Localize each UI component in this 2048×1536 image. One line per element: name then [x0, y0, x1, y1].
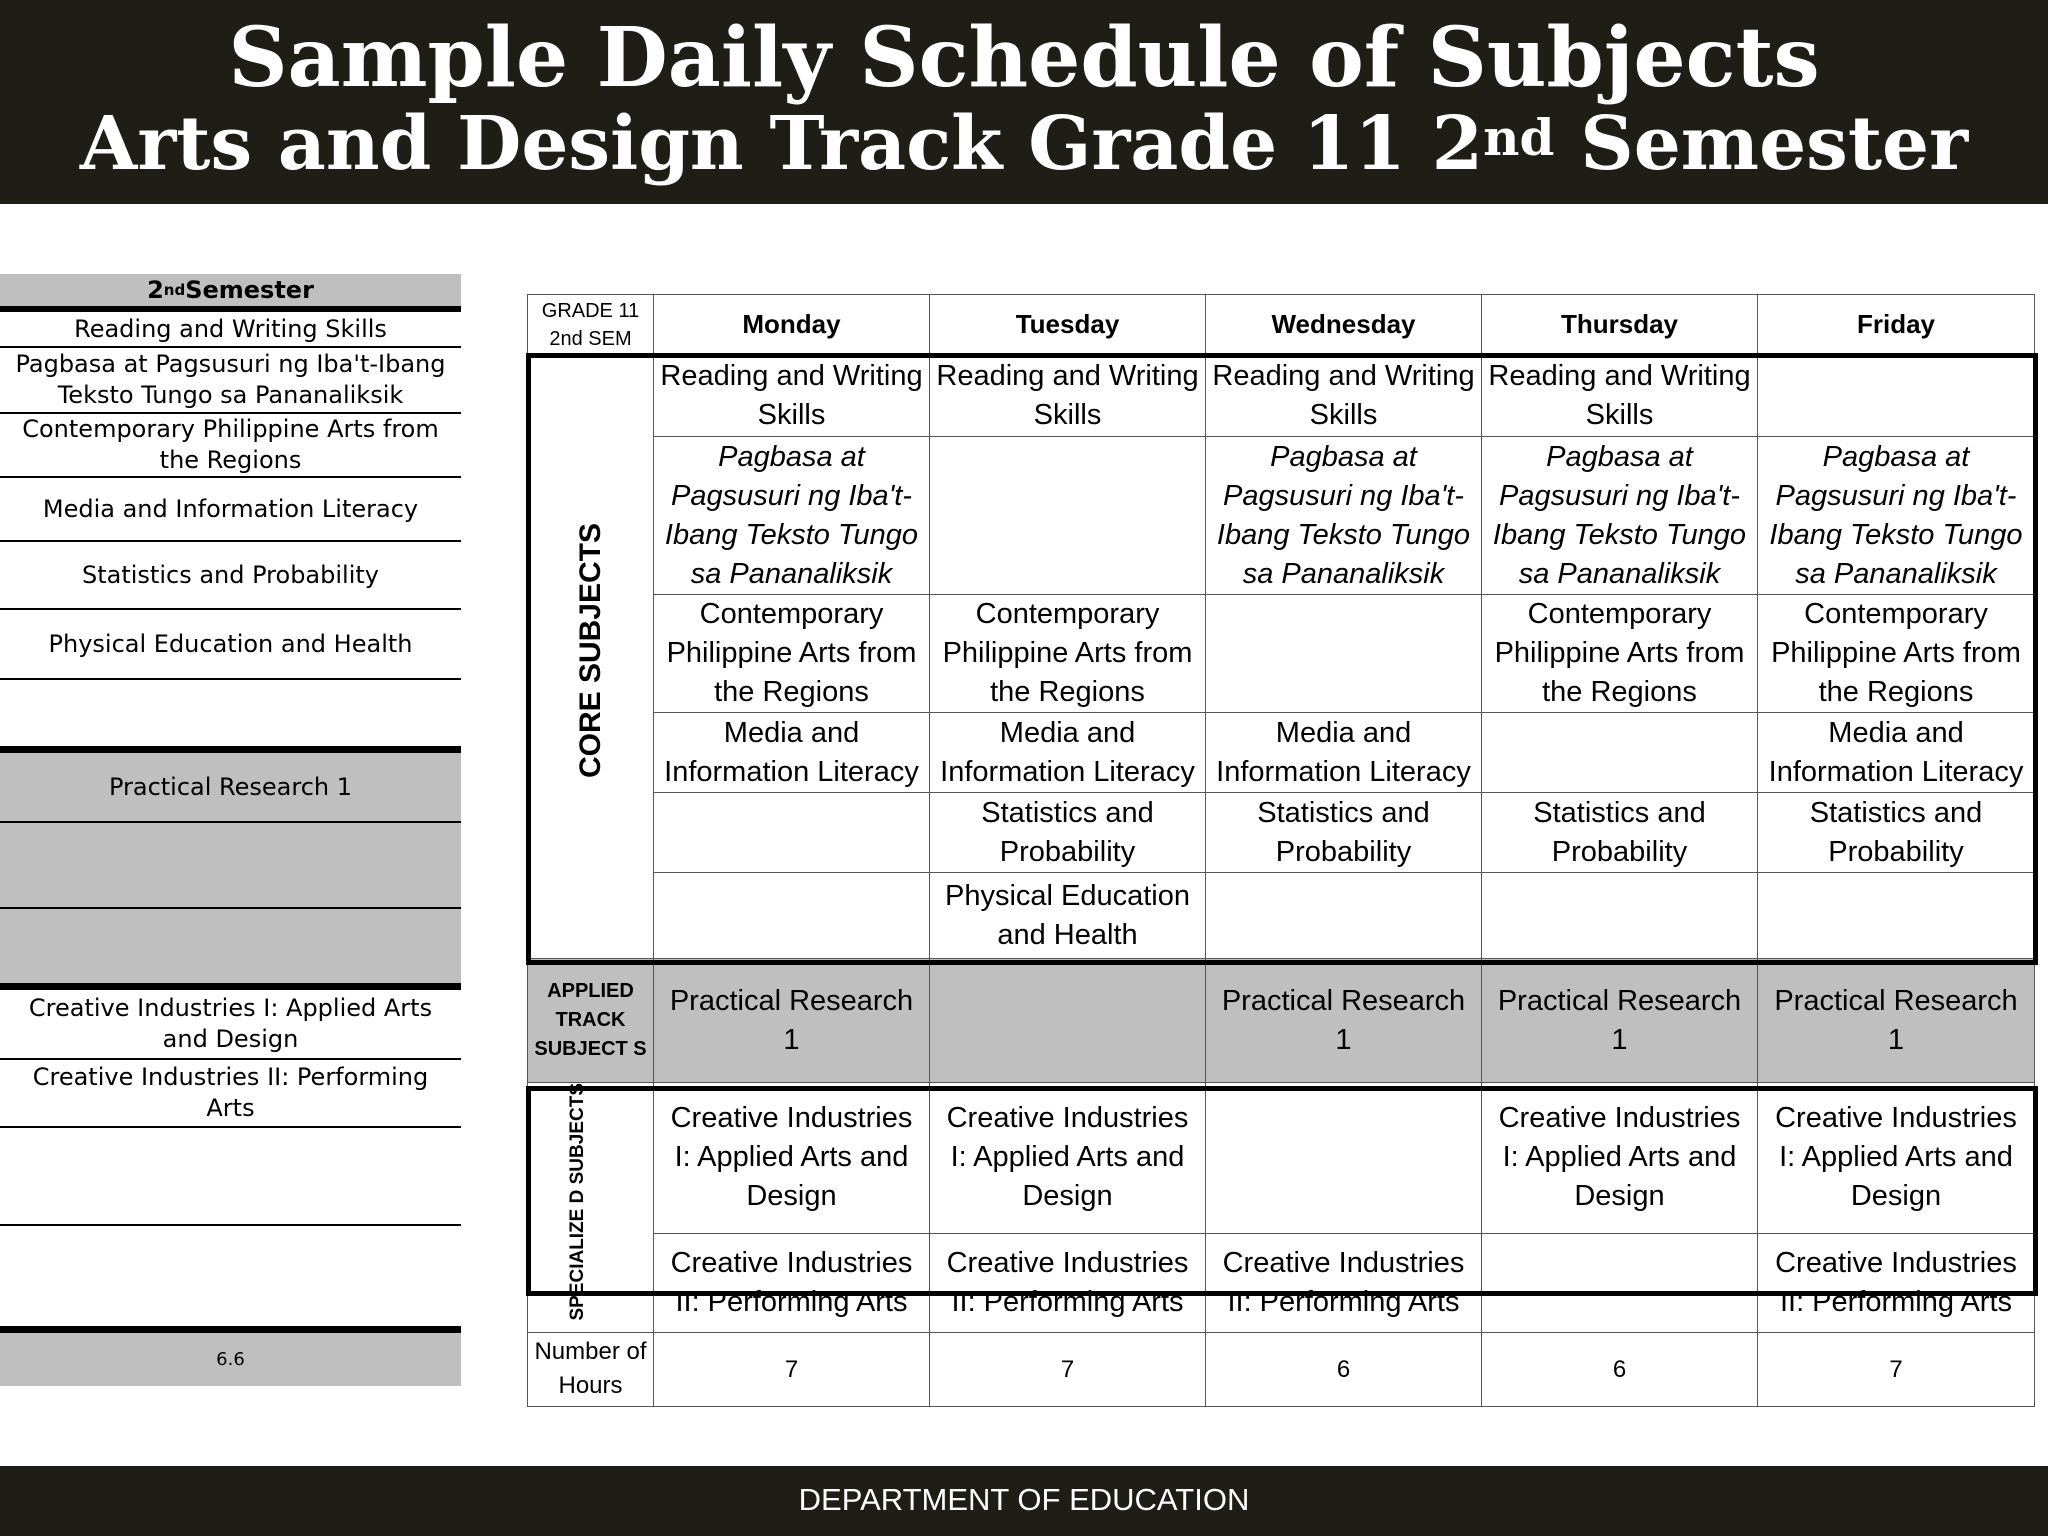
schedule-cell: [1482, 873, 1758, 959]
schedule-cell: Pagbasa at Pagsusuri ng Iba't-Ibang Teksto Tungo sa Pananaliksik: [1206, 437, 1482, 595]
schedule-cell: Media and Information Literacy: [1206, 713, 1482, 793]
subtitle-part-1: Arts and Design Track Grade 11 2: [79, 101, 1484, 187]
schedule-cell: Contemporary Philippine Arts from the Regions: [1758, 595, 2035, 713]
list-blank-row: [0, 823, 461, 907]
schedule-cell: Creative Industries I: Applied Arts and Design: [654, 1083, 930, 1234]
hours-row: [528, 1332, 2035, 1406]
schedule-cell: [1482, 1233, 1758, 1332]
table-row: [528, 713, 2035, 793]
schedule-cell: Creative Industries I: Applied Arts and Design: [1758, 1083, 2035, 1234]
list-item: Physical Education and Health: [48, 629, 413, 658]
schedule-table: [527, 294, 2035, 1407]
table-row: [528, 873, 2035, 959]
applied-track-label: APPLIED TRACK SUBJECT S: [528, 959, 654, 1083]
schedule-cell: Practical Research 1: [1758, 959, 2035, 1083]
schedule-cell: [1206, 1083, 1482, 1234]
footer-banner: [0, 1466, 2048, 1536]
list-blank-row: [0, 909, 461, 983]
table-row: [528, 595, 2035, 713]
schedule-cell: Reading and Writing Skills: [930, 355, 1206, 437]
schedule-cell: [1482, 713, 1758, 793]
core-subjects-text: CORE SUBJECTS: [574, 523, 607, 779]
schedule-cell: [654, 873, 930, 959]
table-row: [528, 1083, 2035, 1234]
list-item: Creative Industries II: Performing Arts: [32, 1063, 429, 1122]
list-item: Reading and Writing Skills: [74, 314, 387, 343]
specialized-subjects-label: [528, 1083, 654, 1333]
schedule-cell: Contemporary Philippine Arts from the Regions: [1482, 595, 1758, 713]
subtitle-part-2: Semester: [1554, 101, 1969, 187]
schedule-cell: Pagbasa at Pagsusuri ng Iba't-Ibang Teksto Tungo sa Pananaliksik: [654, 437, 930, 595]
schedule-cell: Pagbasa at Pagsusuri ng Iba't-Ibang Teksto Tungo sa Pananaliksik: [1482, 437, 1758, 595]
page-title: Sample Daily Schedule of Subjects: [228, 10, 1820, 106]
subtitle-superscript: nd: [1483, 108, 1555, 167]
page-subtitle: [0, 96, 2048, 192]
footer-text: DEPARTMENT OF EDUCATION: [798, 1482, 1250, 1517]
day-header-monday: Monday: [654, 295, 930, 355]
schedule-cell: Creative Industries II: Performing Arts: [930, 1233, 1206, 1332]
schedule-cell: Creative Industries II: Performing Arts: [1206, 1233, 1482, 1332]
list-item: Creative Industries I: Applied Arts and Design: [28, 994, 433, 1053]
schedule-cell: [930, 437, 1206, 595]
grade-sem-cell: [528, 295, 654, 355]
schedule-cell: Media and Information Literacy: [930, 713, 1206, 793]
list-divider: [0, 1326, 461, 1333]
list-item: Pagbasa at Pagsusuri ng Iba't-Ibang Teksto Tungo sa Pananaliksik: [15, 350, 446, 409]
day-header-thursday: Thursday: [1482, 295, 1758, 355]
list-divider: [0, 1126, 461, 1128]
hours-cell: 6: [1482, 1332, 1758, 1406]
list-divider: [0, 746, 461, 753]
hours-cell: 7: [1758, 1332, 2035, 1406]
schedule-cell: [930, 959, 1206, 1083]
table-header-row: [528, 295, 2035, 355]
list-divider: [0, 678, 461, 680]
schedule-cell: Practical Research 1: [654, 959, 930, 1083]
sem-label: 2nd SEM: [549, 327, 632, 350]
schedule-cell: [654, 793, 930, 873]
schedule-cell: Practical Research 1: [1206, 959, 1482, 1083]
schedule-cell: [1206, 873, 1482, 959]
core-subjects-label: [528, 355, 654, 959]
schedule-cell: [1758, 355, 2035, 437]
list-header-sup: nd: [163, 280, 186, 299]
schedule-cell: Pagbasa at Pagsusuri ng Iba't-Ibang Teksto Tungo sa Pananaliksik: [1758, 437, 2035, 595]
list-header-number: 2: [147, 275, 164, 304]
list-item: Practical Research 1: [0, 753, 461, 821]
table-row: [528, 437, 2035, 595]
list-item: Media and Information Literacy: [42, 494, 419, 523]
title-banner: [0, 0, 2048, 204]
schedule-cell: Statistics and Probability: [1206, 793, 1482, 873]
schedule-cell: Practical Research 1: [1482, 959, 1758, 1083]
list-item: Statistics and Probability: [82, 560, 379, 589]
number-of-hours-label: Number of Hours: [528, 1332, 654, 1406]
list-divider: [0, 1224, 461, 1226]
list-divider: [0, 983, 461, 990]
schedule-cell: Reading and Writing Skills: [1206, 355, 1482, 437]
schedule-cell: Statistics and Probability: [1758, 793, 2035, 873]
day-header-tuesday: Tuesday: [930, 295, 1206, 355]
day-header-wednesday: Wednesday: [1206, 295, 1482, 355]
semester-subject-list: [0, 274, 461, 1386]
list-header: [0, 274, 461, 306]
schedule-cell: Statistics and Probability: [930, 793, 1206, 873]
hours-cell: 7: [654, 1332, 930, 1406]
table-row: [528, 959, 2035, 1083]
schedule-cell: Statistics and Probability: [1482, 793, 1758, 873]
schedule-cell: Reading and Writing Skills: [654, 355, 930, 437]
schedule-cell: Physical Education and Health: [930, 873, 1206, 959]
list-total: 6.6: [0, 1333, 461, 1386]
schedule-cell: Creative Industries I: Applied Arts and Design: [930, 1083, 1206, 1234]
grade-label: GRADE 11: [541, 299, 640, 322]
schedule-cell: Creative Industries I: Applied Arts and Design: [1482, 1083, 1758, 1234]
schedule-cell: Creative Industries II: Performing Arts: [654, 1233, 930, 1332]
schedule-cell: Media and Information Literacy: [654, 713, 930, 793]
list-header-text: Semester: [185, 275, 314, 304]
table-row: [528, 793, 2035, 873]
hours-cell: 7: [930, 1332, 1206, 1406]
schedule-cell: Media and Information Literacy: [1758, 713, 2035, 793]
day-header-friday: Friday: [1758, 295, 2035, 355]
list-item: Contemporary Philippine Arts from the Regions: [22, 415, 439, 474]
specialized-subjects-text: SPECIALIZE D SUBJECTS: [566, 1083, 588, 1321]
schedule-cell: Creative Industries II: Performing Arts: [1758, 1233, 2035, 1332]
schedule-cell: Contemporary Philippine Arts from the Regions: [930, 595, 1206, 713]
schedule-cell: Reading and Writing Skills: [1482, 355, 1758, 437]
hours-cell: 6: [1206, 1332, 1482, 1406]
table-row: [528, 1233, 2035, 1332]
schedule-cell: Contemporary Philippine Arts from the Regions: [654, 595, 930, 713]
schedule-cell: [1758, 873, 2035, 959]
table-row: [528, 355, 2035, 437]
schedule-cell: [1206, 595, 1482, 713]
